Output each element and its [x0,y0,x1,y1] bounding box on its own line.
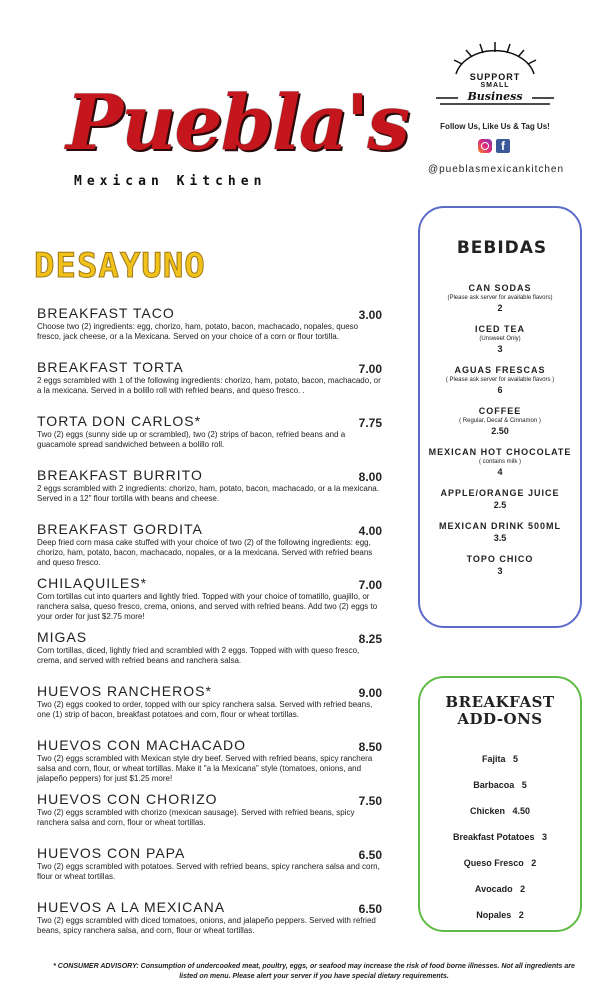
menu-item-price: 8.50 [358,740,382,754]
menu-item-price: 3.00 [358,308,382,322]
menu-item [37,521,382,575]
menu-item-description: Corn tortillas cut into quarters and lightly fried. Topped with your choice of tomatillo, guajillo, or ranchera salsa, queso fresco, crema, onions, and served with refried beans. Add two (2) eggs to your order for just $2.75 more! [37,592,378,621]
section-title-desayuno: DESAYUNO [34,246,206,286]
restaurant-logo [66,78,409,198]
bebida-price: 2.50 [491,426,509,436]
menu-item-name: HUEVOS CON PAPA [37,845,186,861]
menu-item [37,467,382,521]
menu-item-name: CHILAQUILES* [37,575,148,591]
menu-item [37,791,382,845]
logo-subtitle: Mexican Kitchen [74,174,267,189]
addon-item: Avocado 2 [474,884,526,894]
bebida-name: ICED TEA [474,324,525,334]
bebida-item [420,282,580,314]
follow-us-text: Follow Us, Like Us & Tag Us! [440,122,550,131]
menu-item-name: HUEVOS RANCHEROS* [37,683,212,699]
menu-item-name: BREAKFAST TACO [37,305,175,321]
bebida-item [420,364,580,396]
menu-item [37,575,382,629]
bebida-note: ( contains milk ) [478,459,521,465]
bebida-name: TOPO CHICO [466,554,534,564]
bebida-note: ( Regular, Decaf & Cinnamon ) [459,418,541,424]
bebida-price: 6 [497,385,503,395]
menu-item [37,629,382,683]
menu-item-description: 2 eggs scrambled with 1 of the following ingredients: chorizo, ham, potato, bacon, machacado, or a la mexicana. Served in a bolillo roll with refried beans, and queso fresco. . [37,376,381,395]
menu-item-description: Two (2) eggs scrambled with Mexican style dry beef. Served with refried beans, spicy ranchera salsa and corn, flour, or wheat tortillas. Make it "a la Mexicana" style (tomatoes, onions, and jalapeño peppers) for just $1.25 more! [37,754,373,783]
menu-item-description: Corn tortillas, diced, lightly fried and scrambled with 2 eggs. Topped with with queso fresco, crema, and served with refried beans and ranchera salsa. [37,646,360,665]
menu-item-price: 4.00 [358,524,382,538]
addon-item: Chicken 4.50 [469,806,531,816]
addons-panel [418,676,582,932]
menu-item-price: 6.50 [358,902,382,916]
bebida-name: APPLE/ORANGE JUICE [440,488,560,498]
menu-item-description: Two (2) eggs scrambled with chorizo (mexican sausage). Served with refried beans, spicy ranchera salsa and corn, flour or wheat tortillas. [37,808,355,827]
menu-item-price: 7.50 [358,794,382,808]
bebida-item [420,487,580,511]
bebidas-panel [418,206,582,628]
menu-item-name: HUEVOS A LA MEXICANA [37,899,226,915]
bebida-price: 4 [497,467,503,477]
consumer-advisory: * CONSUMER ADVISORY: Consumption of undercooked meat, poultry, eggs, or seafood may increase the risk of food borne illnesses. Not all ingredients are listed on menu. Please alert your server if you have special dietary requirements. [53,963,575,980]
bebidas-list [420,282,580,586]
bebida-name: COFFEE [478,406,522,416]
facebook-icon[interactable]: f [496,139,510,153]
instagram-icon[interactable] [478,139,492,153]
menu-item [37,845,382,899]
menu-item [37,305,382,359]
addon-item: Fajita 5 [481,754,518,764]
menu-item [37,683,382,737]
bebida-price: 3 [497,344,503,354]
menu-item-description: Two (2) eggs (sunny side up or scrambled), two (2) strips of bacon, refried beans and a guacamole spread sandwiched between a bolillo roll. [37,430,346,449]
bebida-price: 3.5 [493,533,507,543]
addon-item: Queso Fresco 2 [463,858,537,868]
bebida-price: 2 [497,303,503,313]
bebida-item [420,405,580,437]
bebida-note: (Please ask server for available flavors) [447,295,553,301]
bebida-price: 2.5 [493,500,507,510]
menu-item-name: TORTA DON CARLOS* [37,413,202,429]
menu-item-description: Two (2) eggs scrambled with potatoes. Served with refried beans, spicy ranchera salsa and corn, flour or wheat tortillas. [37,862,380,881]
addons-title-line1: BREAKFAST [445,693,555,711]
bebida-note: (Unsweet Only) [479,336,521,342]
addons-list [420,752,580,934]
bebida-item [420,323,580,355]
menu-item [37,359,382,413]
menu-item-name: BREAKFAST BURRITO [37,467,203,483]
bebida-note: ( Please ask server for available flavors ) [445,377,555,383]
menu-item-price: 7.00 [358,578,382,592]
menu-item-name: HUEVOS CON MACHACADO [37,737,247,753]
bebida-name: MEXICAN DRINK 500ML [438,521,561,531]
bebida-name: AGUAS FRESCAS [454,365,546,375]
menu-item-price: 6.50 [358,848,382,862]
addon-item: Barbacoa 5 [473,780,527,790]
bebida-price: 3 [497,566,503,576]
logo-script-title: Puebla's [66,78,409,167]
support-line1: SUPPORT [469,72,521,82]
addon-item: Nopales 2 [476,910,524,920]
menu-item [37,737,382,791]
menu-item-description: 2 eggs scrambled with 2 ingredients: chorizo, ham, potato, bacon, machacado, or a la mexicana. Served in a 12" flour tortilla with beans and cheese. [37,484,379,503]
menu-item-description: Choose two (2) ingredients: egg, chorizo, ham, potato, bacon, machacado, nopales, queso fresco, jack cheese, or a la Mexicana. Served on your choice of a corn or flour tortilla. [37,322,359,341]
addons-title [420,694,580,728]
bebida-name: CAN SODAS [468,283,532,293]
breakfast-menu-list [37,305,382,953]
bebida-item [420,520,580,544]
menu-item-name: BREAKFAST TORTA [37,359,184,375]
menu-item-name: HUEVOS CON CHORIZO [37,791,218,807]
menu-item-description: Two (2) eggs cooked to order, topped with our spicy ranchera salsa. Served with refried beans, one (1) strip of bacon, breakfast potatoes and corn, flour or wheat tortillas. [37,700,373,719]
addons-title-line2: ADD-ONS [457,710,543,728]
menu-item [37,899,382,953]
bebida-item [420,553,580,577]
support-line3: Business [467,90,523,103]
social-handle: @pueblasmexicankitchen [427,164,565,175]
menu-item-price: 8.00 [358,470,382,484]
menu-item-description: Deep fried corn masa cake stuffed with your choice of two (2) of the following ingredients: egg, chorizo, ham, potato, bacon, machacado, nopales, or a la mexicana. Served with refried beans and queso fresco. [37,538,373,567]
bebida-item [420,446,580,478]
support-small-business-badge [430,38,560,118]
bebidas-title: BEBIDAS [456,238,548,258]
addon-item: Breakfast Potatoes 3 [452,832,548,842]
menu-item-price: 7.75 [358,416,382,430]
menu-item-description: Two (2) eggs scrambled with diced tomatoes, onions, and jalapeño peppers. Served with refried beans, spicy ranchera salsa, and corn, flour or wheat tortillas. [37,916,376,935]
menu-item [37,413,382,467]
menu-item-price: 7.00 [358,362,382,376]
menu-item-price: 8.25 [358,632,382,646]
menu-item-name: BREAKFAST GORDITA [37,521,203,537]
menu-item-name: MIGAS [37,629,88,645]
social-icons [478,139,518,155]
menu-item-price: 9.00 [358,686,382,700]
support-line2: SMALL [480,82,510,89]
bebida-name: MEXICAN HOT CHOCOLATE [428,447,572,457]
